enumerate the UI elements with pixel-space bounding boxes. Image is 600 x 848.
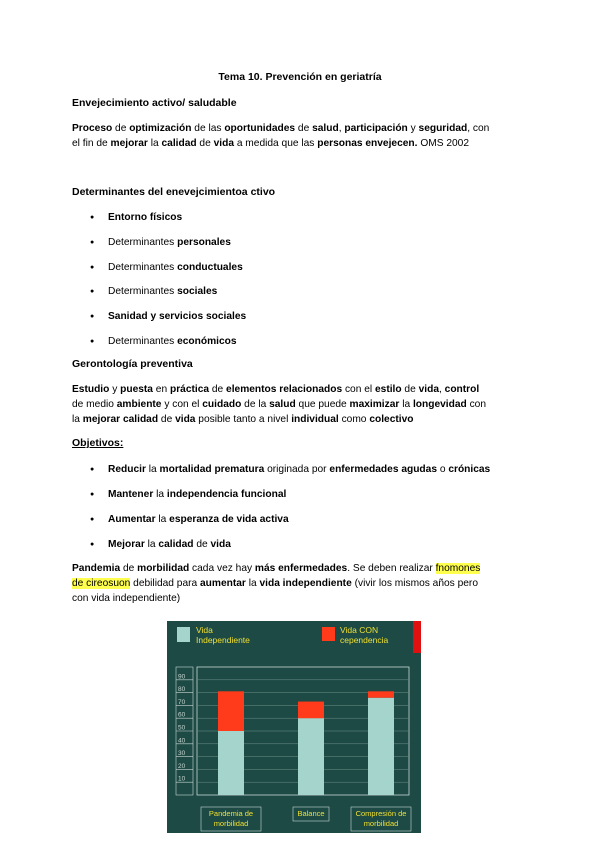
text-run: la: [72, 414, 83, 425]
text-run: de: [401, 384, 419, 395]
bold-text: Entorno físicos: [108, 212, 183, 223]
text-line: [72, 382, 542, 397]
y-tick-label: 40: [178, 737, 186, 745]
text-run: cada vez hay: [189, 563, 255, 574]
bullet-icon: ●: [90, 516, 95, 523]
bold-text: independencia funcional: [166, 489, 287, 500]
bullet-icon: ●: [90, 288, 95, 296]
bold-text: práctica: [169, 384, 210, 395]
bold-text: maximizar: [349, 399, 400, 410]
bold-text: vida: [213, 138, 234, 149]
text-run: Determinantes: [108, 261, 178, 273]
highlighted-text: fnomones: [435, 563, 481, 574]
bullet-icon: ●: [90, 238, 95, 246]
text-run: la: [147, 138, 162, 149]
list-item-text: [108, 235, 231, 250]
bold-text: personas envejecen.: [317, 138, 418, 149]
bold-text: salud: [312, 123, 339, 134]
text-run: Determinantes: [108, 286, 178, 298]
legend-label: cependencia: [340, 635, 389, 645]
text-run: la: [153, 489, 167, 500]
bold-text: Estudio: [72, 384, 110, 395]
text-line: [72, 136, 542, 151]
bullet-icon: ●: [90, 466, 95, 473]
bold-text: calidad: [161, 138, 197, 149]
bar-independiente: [218, 731, 244, 795]
text-run: originada por: [264, 464, 330, 475]
y-tick-label: 20: [178, 762, 186, 770]
text-line: [72, 412, 542, 427]
heading-objetivos: Objetivos:: [72, 437, 124, 449]
legend-label: Vida CON: [340, 625, 379, 635]
text-run: de: [193, 539, 211, 550]
bold-text: morbilidad: [137, 563, 190, 574]
heading-determinantes: Determinantes del enevejcimientoa ctivo: [72, 186, 276, 198]
text-run: la: [144, 539, 159, 550]
bold-text: elementos relacionados: [226, 384, 343, 395]
legend-swatch-independiente: [177, 627, 190, 642]
list-item-text: [108, 537, 231, 552]
bold-text: control: [444, 384, 480, 395]
text-run: de: [158, 414, 176, 425]
category-label: Pandemia de: [208, 809, 254, 818]
bar-dependencia: [298, 702, 324, 719]
category-label: Balance: [297, 809, 325, 818]
text-run: de: [295, 123, 313, 134]
bold-text: ambiente: [116, 399, 162, 410]
bold-text: más enfermedades: [254, 563, 348, 574]
bold-text: mejorar calidad: [82, 414, 159, 425]
bold-text: calidad: [158, 539, 194, 550]
text-run: a medida que las: [233, 138, 318, 149]
bold-text: Pandemia: [72, 563, 121, 574]
text-run: de las: [191, 123, 225, 134]
list-item-text: [108, 334, 237, 349]
morbidity-chart: [167, 621, 421, 833]
bold-text: personales: [177, 236, 231, 248]
text-run: con el: [342, 384, 375, 395]
text-run: , con: [467, 123, 490, 134]
page-title: Tema 10. Prevención en geriatría: [218, 71, 382, 83]
chart-svg: [167, 621, 421, 833]
text-run: . Se deben realizar: [347, 563, 436, 574]
bold-text: Reducir: [108, 464, 146, 475]
text-run: como: [338, 414, 370, 425]
bold-text: vida: [210, 539, 231, 550]
text-run: la: [245, 578, 260, 589]
y-tick-label: 60: [178, 711, 186, 719]
text-run: OMS 2002: [417, 138, 470, 149]
text-run: de: [112, 123, 130, 134]
text-run: debilidad para: [130, 578, 201, 589]
text-run: o: [436, 464, 449, 475]
text-run: y: [407, 123, 419, 134]
bold-text: Mejorar: [108, 539, 145, 550]
text-run: en: [152, 384, 170, 395]
text-run: ,: [438, 384, 445, 395]
text-run: el fin de: [72, 138, 111, 149]
bold-text: esperanza de vida activa: [169, 514, 289, 525]
legend-label: Independiente: [196, 635, 250, 645]
list-item-text: [108, 210, 182, 225]
text-line: [72, 561, 542, 576]
text-line: [72, 121, 542, 136]
text-run: Determinantes: [108, 336, 178, 347]
category-label: morbilidad: [213, 819, 249, 828]
legend-label: Vida: [196, 625, 213, 635]
legend-swatch-dependencia: [322, 627, 335, 641]
bullet-icon: ●: [90, 491, 95, 498]
text-run: de: [209, 384, 227, 395]
y-tick-label: 10: [178, 775, 186, 783]
bold-text: sociales: [177, 286, 218, 298]
bold-text: Sanidad y servicios sociales: [108, 311, 247, 323]
text-run: ,: [338, 123, 345, 134]
text-line: [72, 397, 542, 412]
bullet-icon: ●: [90, 313, 95, 321]
text-run: de la: [241, 399, 270, 410]
bold-text: conductuales: [177, 261, 243, 273]
y-tick-label: 70: [178, 698, 186, 706]
text-line: [72, 591, 542, 606]
paragraph-gerontologia: [72, 382, 542, 427]
bold-text: puesta: [120, 384, 153, 395]
bar-independiente: [298, 718, 324, 795]
bullet-icon: ●: [90, 541, 95, 548]
paragraph-envejecimiento: [72, 121, 542, 151]
text-run: y: [109, 384, 121, 395]
paragraph-pandemia: [72, 561, 542, 606]
bold-text: vida: [175, 414, 196, 425]
list-item-text: [108, 462, 490, 477]
bold-text: aumentar: [200, 578, 246, 589]
list-item-text: [108, 260, 243, 275]
heading-gerontologia: Gerontología preventiva: [72, 358, 193, 370]
bold-text: Aumentar: [108, 514, 156, 525]
y-tick-label: 80: [178, 686, 186, 694]
bold-text: individual: [291, 414, 339, 425]
bold-text: mortalidad prematura: [159, 464, 265, 475]
text-run: Determinantes: [108, 236, 178, 248]
heading-envejecimiento: Envejecimiento activo/ saludable: [72, 97, 237, 109]
bold-text: vida: [418, 384, 439, 395]
text-run: de: [196, 138, 214, 149]
category-label: morbilidad: [363, 819, 399, 828]
bar-dependencia: [218, 691, 244, 731]
bold-text: Proceso: [72, 123, 113, 134]
text-run: con vida independiente): [72, 593, 181, 604]
bullet-icon: ●: [90, 214, 95, 221]
bullet-icon: ●: [90, 338, 95, 345]
bold-text: económicos: [177, 336, 237, 347]
category-label: Compresión de: [355, 809, 407, 818]
text-line: [72, 576, 542, 591]
bar-dependencia: [368, 691, 394, 697]
text-run: con: [466, 399, 487, 410]
bold-text: Mantener: [108, 489, 154, 500]
list-item-text: [108, 487, 286, 502]
y-tick-label: 50: [178, 724, 186, 732]
bold-text: vida independiente: [259, 578, 352, 589]
text-run: la: [399, 399, 413, 410]
bold-text: mejorar: [110, 138, 148, 149]
bold-text: cuidado: [202, 399, 242, 410]
bold-text: colectivo: [369, 414, 414, 425]
text-run: que puede: [295, 399, 350, 410]
y-tick-label: 90: [178, 673, 186, 681]
bold-text: enfermedades agudas: [329, 464, 437, 475]
bold-text: salud: [269, 399, 296, 410]
text-run: la: [145, 464, 160, 475]
text-run: (vivir los mismos años pero: [351, 578, 478, 589]
bold-text: crónicas: [448, 464, 491, 475]
highlighted-text: de cireosuon: [72, 578, 131, 589]
list-item-text: [108, 284, 217, 299]
bold-text: oportunidades: [224, 123, 296, 134]
bold-text: estilo: [374, 384, 402, 395]
bullet-icon: ●: [90, 263, 95, 271]
text-run: de medio: [72, 399, 117, 410]
bold-text: seguridad: [418, 123, 468, 134]
list-item-text: [108, 309, 246, 324]
list-item-text: [108, 512, 289, 527]
bold-text: longevidad: [412, 399, 467, 410]
text-run: de: [120, 563, 138, 574]
bold-text: optimización: [129, 123, 192, 134]
bar-independiente: [368, 698, 394, 795]
y-tick-label: 30: [178, 750, 186, 758]
text-run: y con el: [161, 399, 203, 410]
text-run: posible tanto a nivel: [195, 414, 292, 425]
text-run: la: [155, 514, 170, 525]
bold-text: participación: [344, 123, 408, 134]
accent-bar: [413, 621, 421, 653]
